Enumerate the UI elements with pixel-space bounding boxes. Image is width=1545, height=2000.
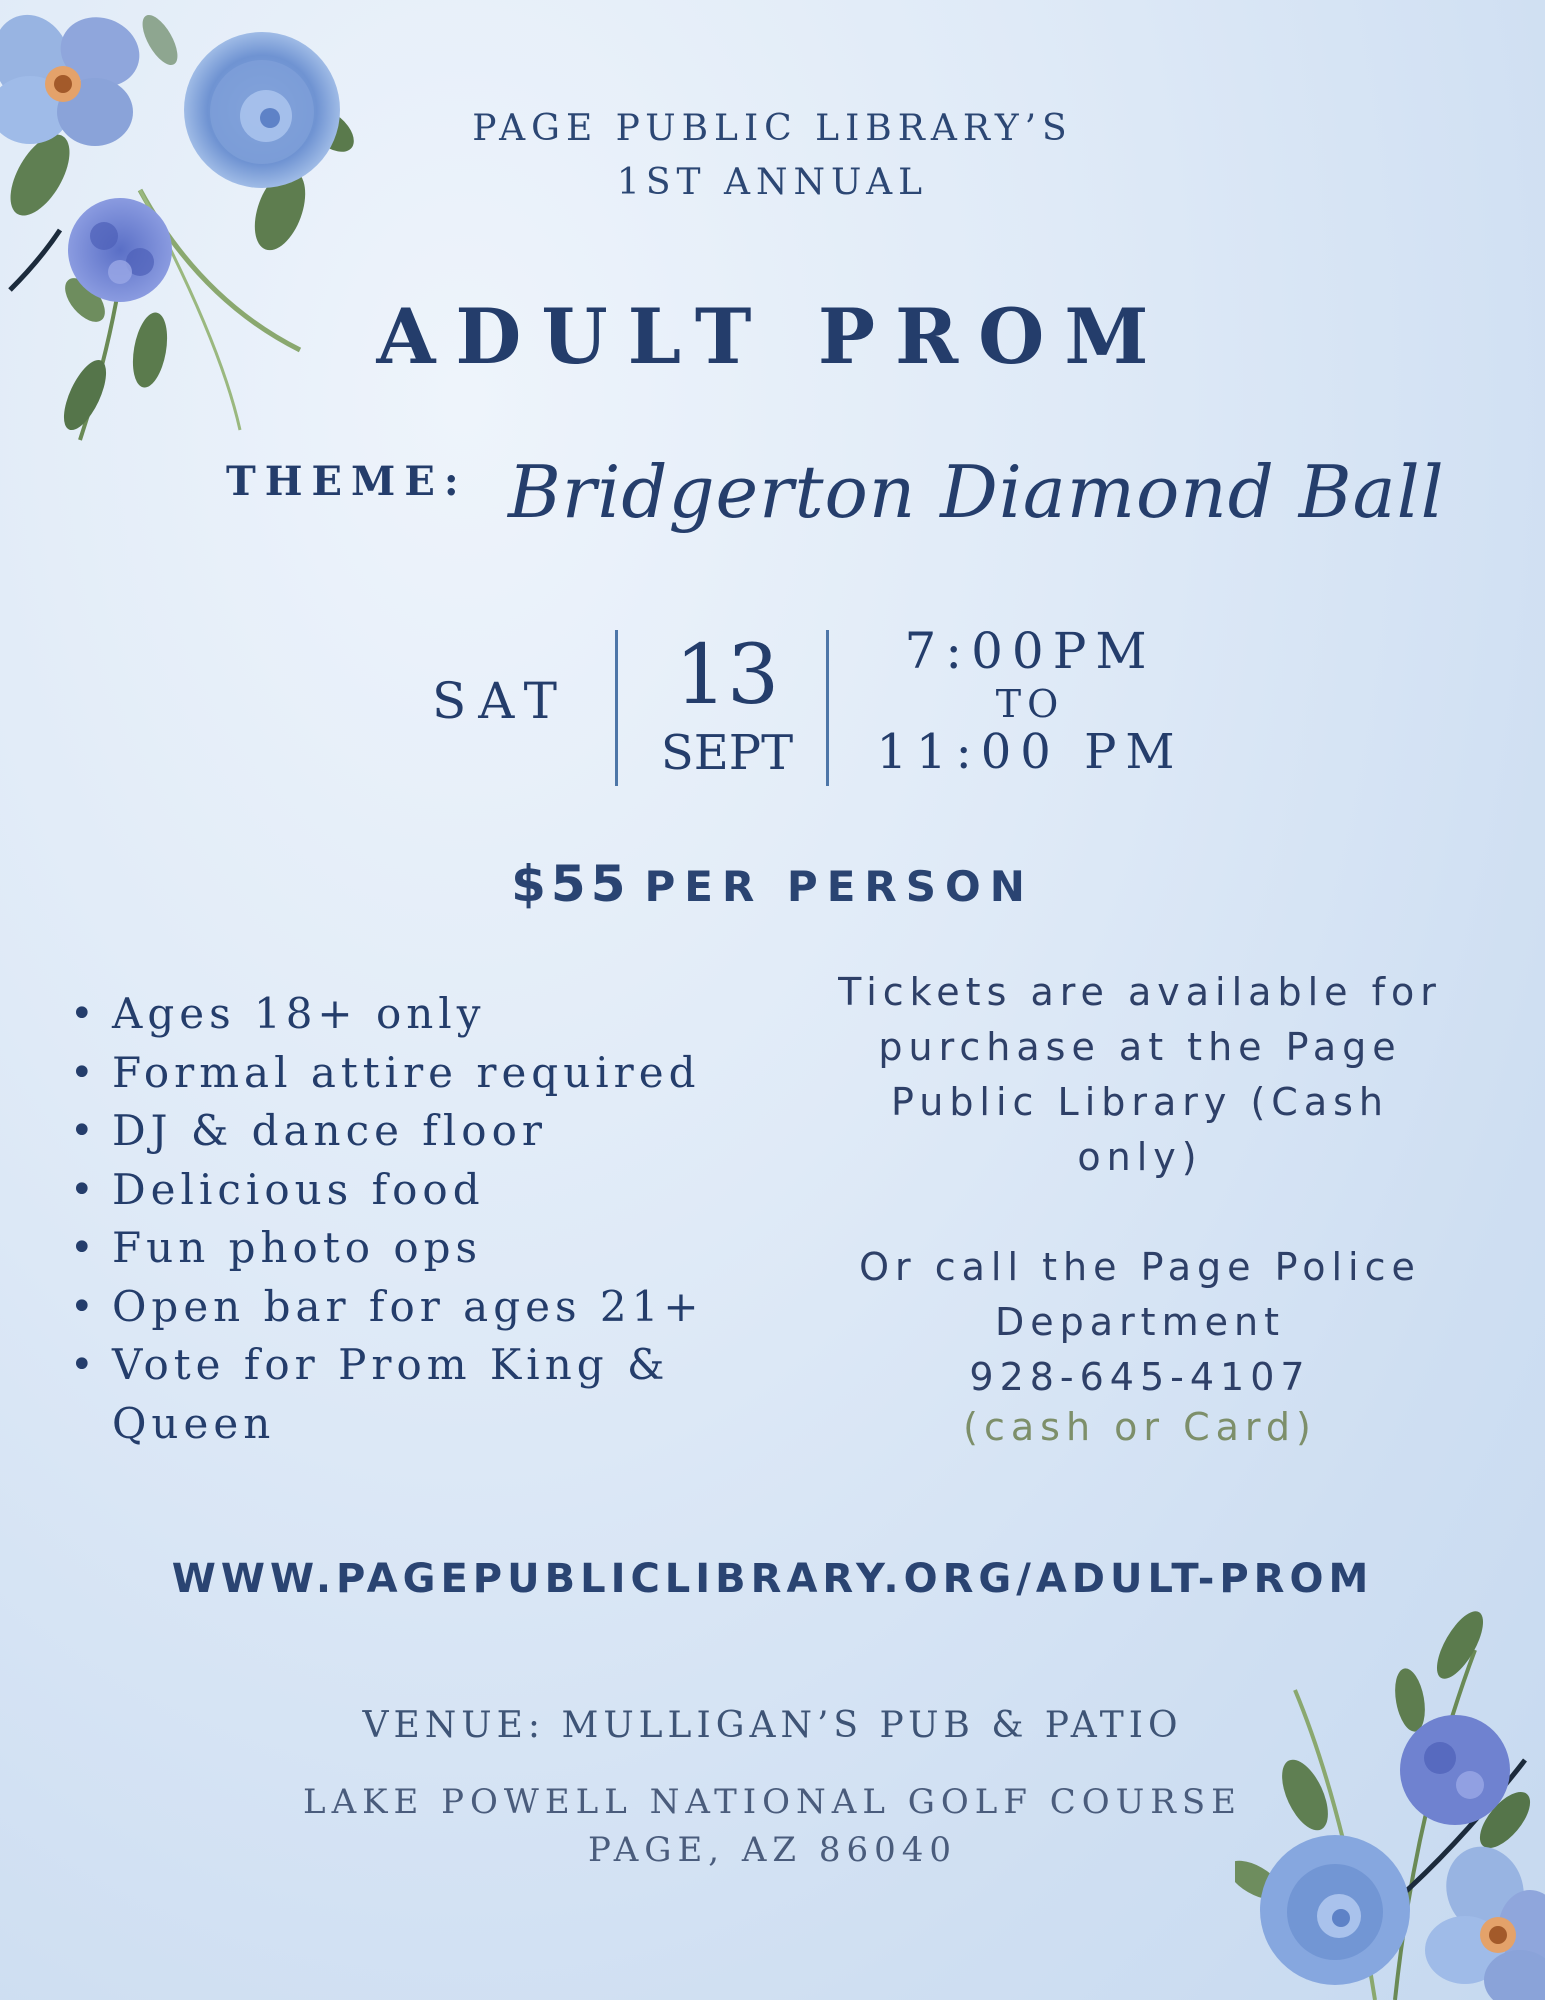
venue-address-line1: LAKE POWELL NATIONAL GOLF COURSE — [302, 1782, 1243, 1822]
phone-info-line: Department — [995, 1300, 1285, 1344]
event-month: SEPT — [660, 725, 794, 781]
venue-name: VENUE: MULLIGAN’S PUB & PATIO — [362, 1705, 1183, 1746]
date-divider-left — [615, 630, 618, 786]
list-item: • Vote for Prom King & Queen — [70, 1336, 770, 1453]
ticket-info-line: purchase at the Page — [878, 1025, 1402, 1069]
theme-name: Bridgerton Diamond Ball — [508, 450, 1445, 534]
intro-annual: 1ST ANNUAL — [616, 162, 929, 203]
list-item: • Formal attire required — [70, 1044, 770, 1103]
time-separator: TO — [995, 682, 1065, 726]
intro-library-name: PAGE PUBLIC LIBRARY’S — [472, 108, 1073, 149]
list-item: • Fun photo ops — [70, 1219, 770, 1278]
price-amount: $55 — [511, 855, 631, 913]
event-date-number: 13 — [674, 628, 780, 723]
end-time: 11:00 PM — [876, 724, 1184, 780]
price-unit: PER PERSON — [644, 862, 1034, 911]
date-divider-right — [826, 630, 829, 786]
event-day: SAT — [432, 672, 569, 730]
ticket-info — [800, 965, 1480, 1185]
phone-info — [800, 1240, 1480, 1405]
start-time: 7:00PM — [904, 622, 1156, 680]
ticket-info-line: Public Library (Cash — [890, 1080, 1389, 1124]
ticket-price — [0, 855, 1545, 913]
feature-list — [70, 985, 770, 1453]
theme-label: THEME: — [226, 458, 468, 505]
ticket-info-line: Tickets are available for — [838, 970, 1442, 1014]
list-item: • DJ & dance floor — [70, 1102, 770, 1161]
event-url-link[interactable]: WWW.PAGEPUBLICLIBRARY.ORG/ADULT-PROM — [171, 1556, 1374, 1602]
venue-address-line2: PAGE, AZ 86040 — [587, 1830, 958, 1870]
list-item: • Open bar for ages 21+ — [70, 1278, 770, 1337]
list-item: • Delicious food — [70, 1161, 770, 1220]
top-left-floral-icon — [0, 0, 370, 460]
phone-number: 928-645-4107 — [969, 1355, 1311, 1399]
list-item: • Ages 18+ only — [70, 985, 770, 1044]
ticket-info-line: only) — [1077, 1135, 1203, 1179]
payment-note: (cash or Card) — [963, 1405, 1317, 1449]
phone-info-line: Or call the Page Police — [859, 1245, 1421, 1289]
event-title: ADULT PROM — [376, 292, 1169, 381]
